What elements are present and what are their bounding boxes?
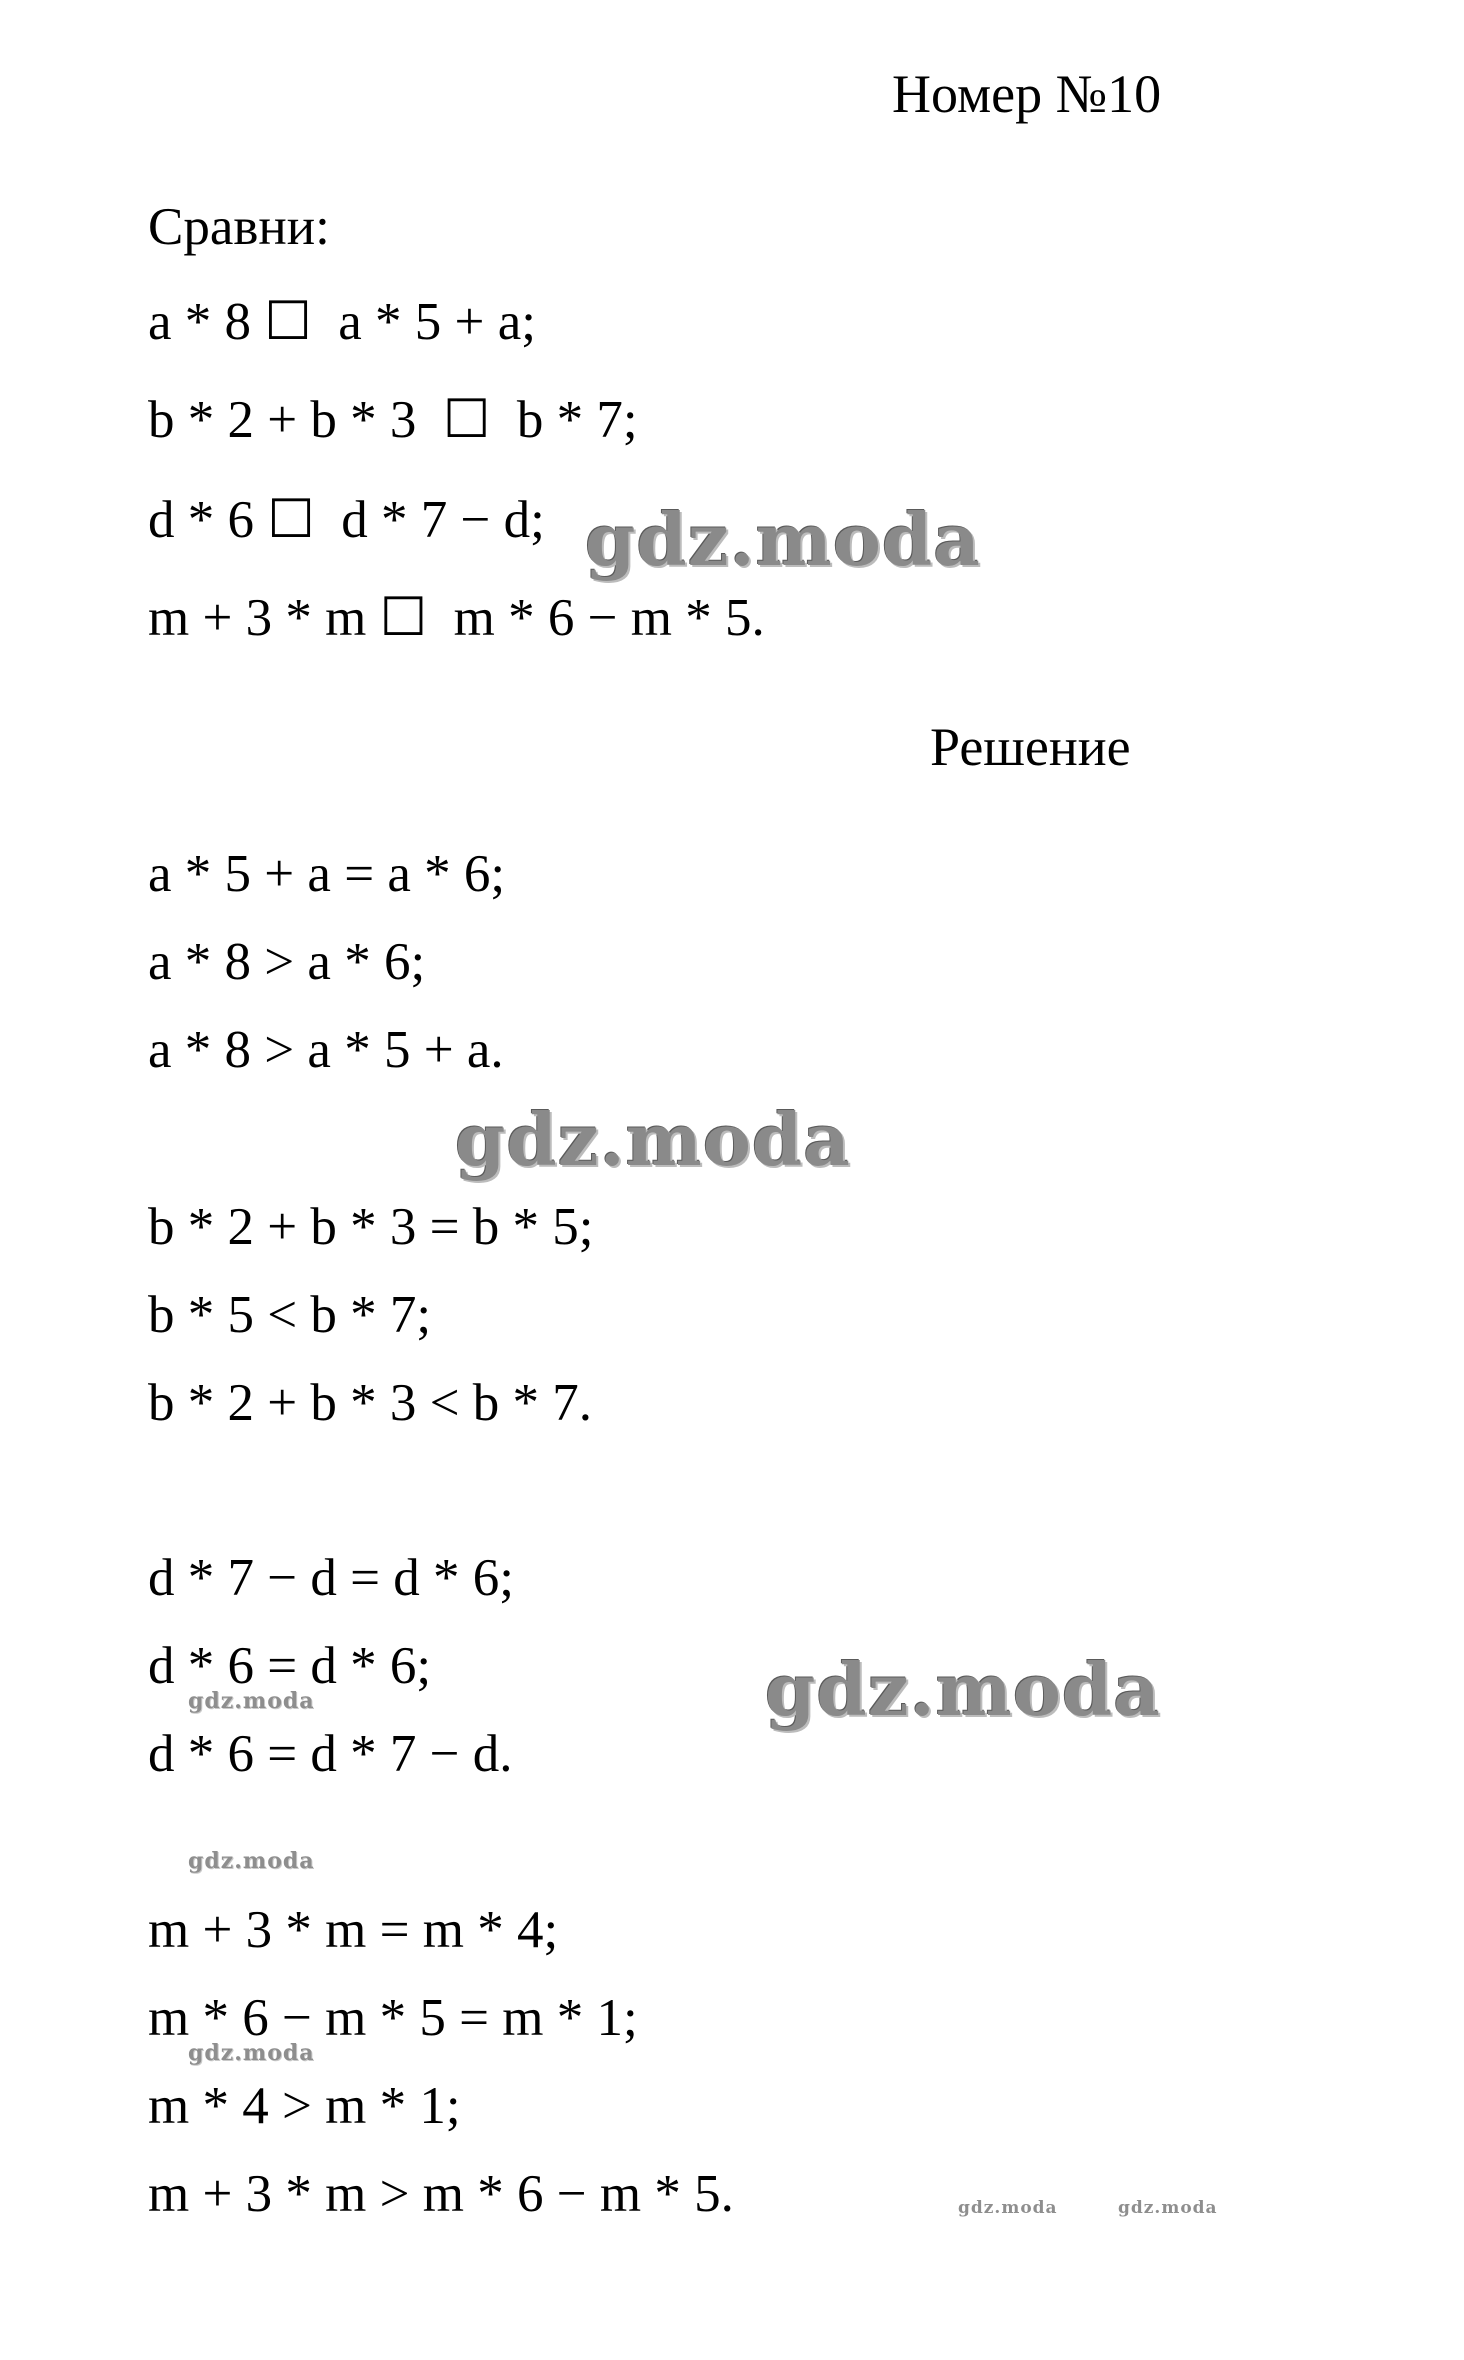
watermark-tiny: gdz.moda	[958, 2198, 1058, 2218]
watermark-small: gdz.moda	[188, 2040, 315, 2066]
solution-b-line-1: b * 2 + b * 3 = b * 5;	[148, 1198, 594, 1256]
solution-d-line-1: d * 7 − d = d * 6;	[148, 1549, 515, 1607]
task-line-m: m + 3 * m ☐ m * 6 − m * 5.	[148, 589, 765, 647]
task-heading: Сравни:	[148, 198, 330, 256]
solution-a-line-3: a * 8 > a * 5 + a.	[148, 1021, 504, 1079]
watermark: gdz.moda	[455, 1097, 851, 1182]
task-line-b: b * 2 + b * 3 ☐ b * 7;	[148, 391, 638, 449]
page-title: Номер №10	[892, 64, 1162, 124]
solution-m-line-3: m * 4 > m * 1;	[148, 2077, 461, 2135]
watermark-small: gdz.moda	[188, 1848, 315, 1874]
solution-a-line-2: a * 8 > a * 6;	[148, 933, 426, 991]
solution-d-line-2: d * 6 = d * 6;	[148, 1637, 432, 1695]
task-line-d: d * 6 ☐ d * 7 − d;	[148, 491, 545, 549]
solution-d-line-3: d * 6 = d * 7 − d.	[148, 1725, 513, 1783]
watermark: gdz.moda	[585, 497, 981, 582]
solution-heading: Решение	[930, 717, 1131, 777]
watermark-tiny: gdz.moda	[1118, 2198, 1218, 2218]
solution-b-line-2: b * 5 < b * 7;	[148, 1286, 432, 1344]
solution-m-line-2: m * 6 − m * 5 = m * 1;	[148, 1989, 638, 2047]
watermark-small: gdz.moda	[188, 1688, 315, 1714]
task-line-a: a * 8 ☐ a * 5 + a;	[148, 293, 536, 351]
solution-b-line-3: b * 2 + b * 3 < b * 7.	[148, 1374, 593, 1432]
solution-m-line-1: m + 3 * m = m * 4;	[148, 1901, 559, 1959]
watermark: gdz.moda	[765, 1647, 1161, 1732]
solution-a-line-1: a * 5 + a = a * 6;	[148, 845, 506, 903]
solution-m-line-4: m + 3 * m > m * 6 − m * 5.	[148, 2165, 734, 2223]
